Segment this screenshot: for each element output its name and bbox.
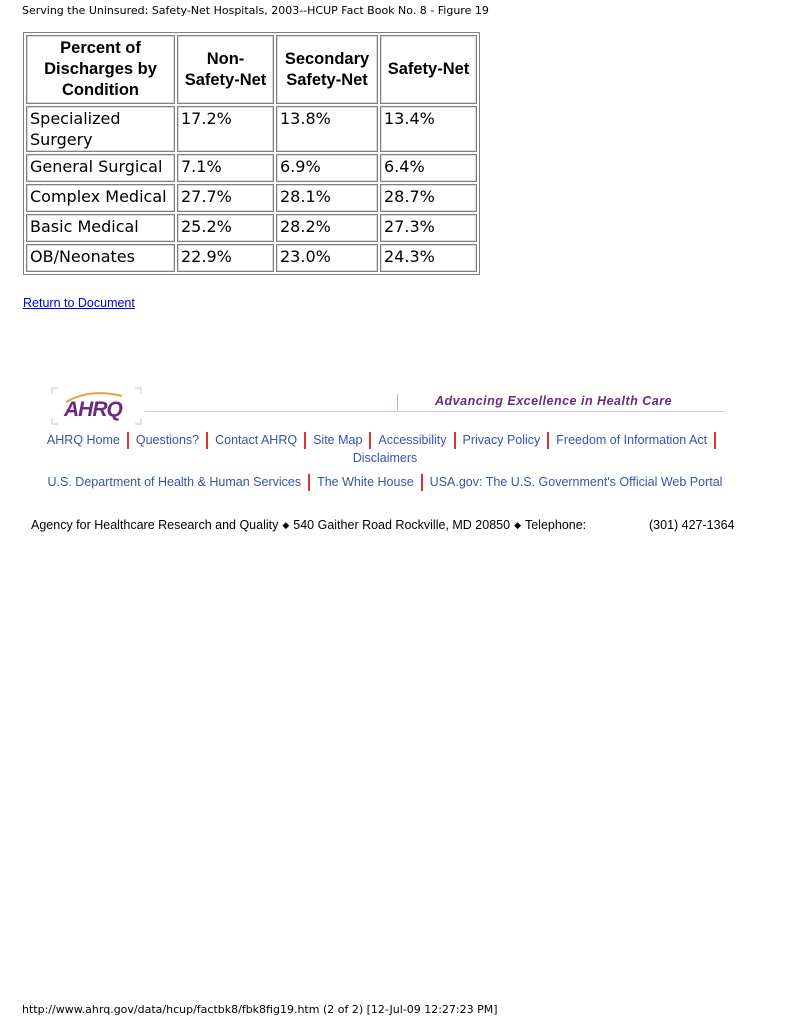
nav-separator [369, 432, 371, 449]
ahrq-banner [50, 384, 730, 428]
column-header-condition: Percent of Discharges by Condition [26, 35, 175, 104]
hhs-link[interactable]: U.S. Department of Health & Human Services [47, 474, 302, 489]
footer-nav-disclaimers [20, 451, 750, 465]
cell-value: 7.1% [177, 154, 274, 182]
table-row [26, 154, 477, 182]
agency-name: Agency for Healthcare Research and Quality [31, 518, 279, 532]
nav-separator [304, 432, 306, 449]
table-row [26, 244, 477, 272]
disclaimers-link[interactable]: Disclaimers [352, 451, 418, 465]
table-row [26, 214, 477, 242]
nav-separator [308, 474, 310, 491]
privacy-policy-link[interactable]: Privacy Policy [462, 432, 541, 447]
cell-value: 27.3% [380, 214, 477, 242]
ahrq-logo[interactable] [50, 386, 143, 426]
diamond-bullet-icon: ◆ [282, 520, 290, 530]
row-label: Basic Medical [26, 214, 175, 242]
row-label: Complex Medical [26, 184, 175, 212]
column-header-non-safety-net: Non-Safety-Net [177, 35, 274, 104]
cell-value: 28.2% [276, 214, 378, 242]
cell-value: 17.2% [177, 106, 274, 152]
diamond-bullet-icon: ◆ [514, 520, 521, 530]
table-header-row [26, 35, 477, 104]
nav-separator [454, 432, 456, 449]
print-footer: http://www.ahrq.gov/data/hcup/factbk8/fbk8fig19.htm (2 of 2) [12-Jul-09 12:27:23 PM] [22, 1003, 498, 1016]
banner-divider [397, 394, 398, 410]
cell-value: 13.8% [276, 106, 378, 152]
accessibility-link[interactable]: Accessibility [378, 432, 447, 447]
nav-separator [421, 474, 423, 491]
print-header: Serving the Uninsured: Safety-Net Hospitals, 2003--HCUP Fact Book No. 8 - Figure 19 [22, 4, 489, 17]
footer-nav-government [20, 474, 750, 491]
usa-gov-link[interactable]: USA.gov: The U.S. Government's Official Web Portal [429, 474, 723, 489]
nav-separator [127, 432, 129, 449]
column-header-safety-net: Safety-Net [380, 35, 477, 104]
nav-separator [206, 432, 208, 449]
table-row [26, 106, 477, 152]
table-row [26, 184, 477, 212]
cell-value: 27.7% [177, 184, 274, 212]
agency-contact-line [31, 518, 737, 532]
row-label: Specialized Surgery [26, 106, 175, 152]
cell-value: 6.9% [276, 154, 378, 182]
column-header-secondary-safety-net: Secondary Safety-Net [276, 35, 378, 104]
cell-value: 22.9% [177, 244, 274, 272]
nav-separator [714, 432, 716, 449]
footer-nav-primary [20, 432, 750, 449]
foia-link[interactable]: Freedom of Information Act [556, 432, 708, 447]
row-label: OB/Neonates [26, 244, 175, 272]
row-label: General Surgical [26, 154, 175, 182]
telephone-label: Telephone: [524, 518, 587, 532]
cell-value: 28.7% [380, 184, 477, 212]
banner-rule [145, 411, 725, 412]
site-map-link[interactable]: Site Map [313, 432, 363, 447]
logo-wordmark: AHRQ [64, 398, 122, 421]
nav-separator [547, 432, 549, 449]
return-to-document-link[interactable]: Return to Document [23, 296, 135, 310]
questions-link[interactable]: Questions? [135, 432, 200, 447]
discharges-table [23, 32, 480, 275]
white-house-link[interactable]: The White House [317, 474, 414, 489]
cell-value: 6.4% [380, 154, 477, 182]
cell-value: 23.0% [276, 244, 378, 272]
contact-ahrq-link[interactable]: Contact AHRQ [215, 432, 298, 447]
agency-address: 540 Gaither Road Rockville, MD 20850 [293, 518, 511, 532]
cell-value: 25.2% [177, 214, 274, 242]
cell-value: 28.1% [276, 184, 378, 212]
cell-value: 24.3% [380, 244, 477, 272]
telephone-number: (301) 427-1364 [649, 518, 735, 532]
cell-value: 13.4% [380, 106, 477, 152]
ahrq-home-link[interactable]: AHRQ Home [46, 432, 120, 447]
tagline: Advancing Excellence in Health Care [435, 394, 673, 408]
